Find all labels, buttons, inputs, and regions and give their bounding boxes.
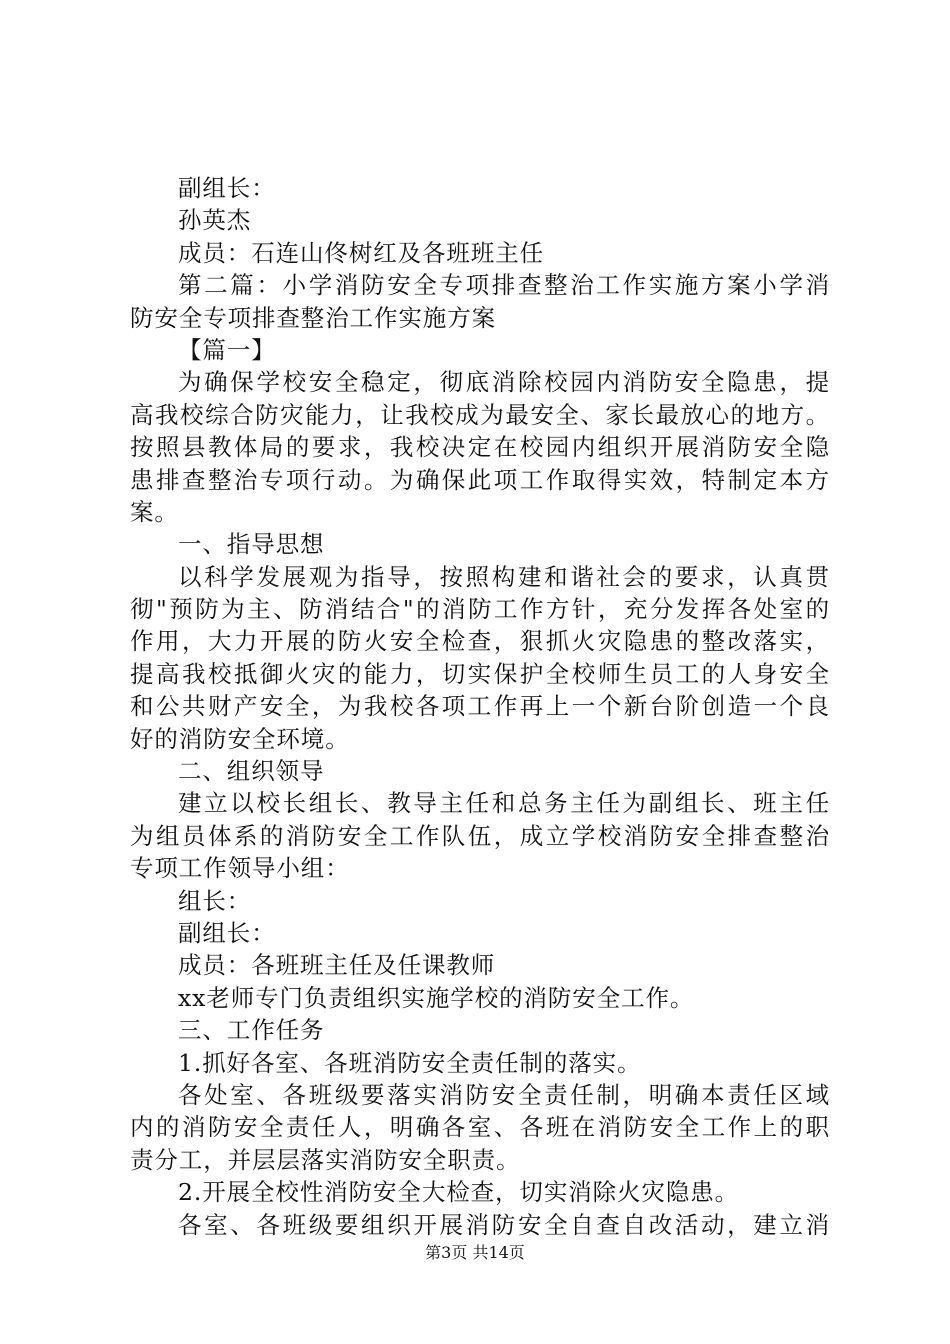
text-line: 按照县教体局的要求，我校决定在校园内组织开展消防安全隐 <box>130 433 830 462</box>
text-line: 各室、各班级要组织开展消防安全自查自改活动，建立消 <box>178 1210 830 1239</box>
text-line: 和公共财产安全，为我校各项工作再上一个新台阶创造一个良 <box>130 692 830 721</box>
text-line: 各处室、各班级要落实消防安全责任制，明确本责任区域 <box>178 1080 830 1109</box>
text-line: 二、组织领导 <box>178 757 325 786</box>
text-line: xx老师专门负责组织实施学校的消防安全工作。 <box>178 983 695 1012</box>
text-line: 孙英杰 <box>178 206 252 235</box>
text-line: 2.开展全校性消防安全大检查，切实消除火灾隐患。 <box>178 1178 740 1207</box>
text-line: 防安全专项排查整治工作实施方案 <box>130 303 496 332</box>
text-line: 一、指导思想 <box>178 530 325 559</box>
text-line: 副组长： <box>178 918 276 947</box>
text-line: 副组长： <box>178 174 276 202</box>
document-body <box>130 172 830 1241</box>
text-line: 彻"预防为主、防消结合"的消防工作方针，充分发挥各处室的 <box>130 595 830 624</box>
text-line: 提高我校抵御火灾的能力，切实保护全校师生员工的人身安全 <box>130 659 830 688</box>
text-line: 三、工作任务 <box>178 1016 325 1045</box>
text-line: 作用，大力开展的防火安全检查，狠抓火灾隐患的整改落实， <box>130 627 830 656</box>
text-line: 1.抓好各室、各班消防安全责任制的落实。 <box>178 1048 642 1077</box>
text-line: 患排查整治专项行动。为确保此项工作取得实效，特制定本方 <box>130 465 830 494</box>
text-line: 为确保学校安全稳定，彻底消除校园内消防安全隐患，提 <box>178 368 830 397</box>
text-line: 以科学发展观为指导，按照构建和谐社会的要求，认真贯 <box>178 562 830 591</box>
text-line: 成员：各班班主任及任课教师 <box>178 951 496 980</box>
text-line: 为组员体系的消防安全工作队伍，成立学校消防安全排查整治 <box>130 821 830 850</box>
text-line: 案。 <box>130 497 179 526</box>
text-line: 【篇一】 <box>178 335 276 364</box>
text-line: 高我校综合防灾能力，让我校成为最安全、家长最放心的地方。 <box>130 400 830 429</box>
text-line: 好的消防安全环境。 <box>130 724 350 753</box>
text-line: 组长： <box>178 886 252 915</box>
text-line: 建立以校长组长、教导主任和总务主任为副组长、班主任 <box>178 789 830 818</box>
text-line: 成员：石连山佟树红及各班班主任 <box>178 238 544 267</box>
text-line: 内的消防安全责任人，明确各室、各班在消防安全工作上的职 <box>130 1113 830 1142</box>
page-number-footer: 第3页 共14页 <box>425 1243 525 1262</box>
text-line: 第二篇：小学消防安全专项排查整治工作实施方案小学消 <box>178 271 830 300</box>
text-line: 专项工作领导小组： <box>130 854 350 883</box>
text-line: 责分工，并层层落实消防安全职责。 <box>130 1145 521 1174</box>
